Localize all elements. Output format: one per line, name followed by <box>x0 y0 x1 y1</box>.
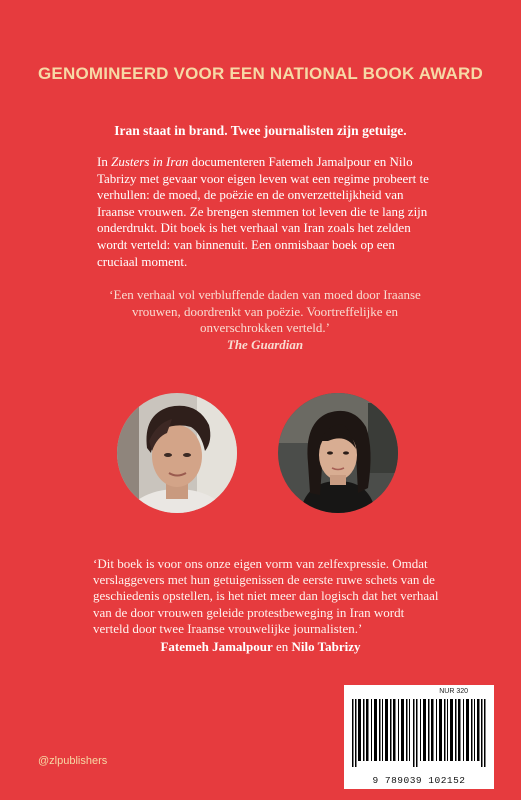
isbn-number: 9 789039 102152 <box>372 775 466 786</box>
author-name-2: Nilo Tabrizy <box>291 639 361 654</box>
isbn-barcode <box>344 685 494 789</box>
review-quote-text: ‘Een verhaal vol verbluffende daden van moed door Iraanse vrouwen, doordrenkt van poëzie. Voortreffelijke en onverschrokken verteld.’ <box>109 287 421 336</box>
nur-code: NUR 320 <box>439 688 468 695</box>
book-title: Zusters in Iran <box>111 154 189 169</box>
book-description <box>97 154 437 270</box>
barcode-bars <box>352 699 486 767</box>
award-headline: GENOMINEERD VOOR EEN NATIONAL BOOK AWARD <box>38 64 483 83</box>
description-prefix: In <box>97 154 112 169</box>
author-names <box>0 639 521 655</box>
review-quote-source: The Guardian <box>226 336 304 352</box>
author-name-1: Fatemeh Jamalpour <box>160 639 273 654</box>
publisher-handle: @zlpublishers <box>38 755 108 767</box>
author-photo-nilo <box>278 393 398 513</box>
tagline: Iran staat in brand. Twee journalisten zijn getuige. <box>114 123 407 138</box>
description-body: documenteren Fatemeh Jamalpour en Nilo Tabrizy met gevaar voor eigen leven wat een regime probeert te verhullen: de moed, de poëzie en de onverzettelijkheid van Iraanse vrouwen. Ze brengen stemmen tot leven die te lang zijn onderdrukt. Dit boek is het verhaal van Iran zoals het zelden wordt verteld: van binnenuit. Een onmisbaar boek op een cruciaal moment. <box>97 154 429 269</box>
author-photo-fatemeh <box>117 393 237 513</box>
review-quote <box>100 287 430 353</box>
author-connector: en <box>272 639 292 654</box>
authors-quote: ‘Dit boek is voor ons onze eigen vorm van zelfexpressie. Omdat verslaggevers met hun getuigenissen de eerste ruwe schets van de geschiedenis opstellen, is het niet meer dan logisch dat het verhaal van de door vrouwen geleide protestbeweging in Iran wordt verteld door twee Iraanse vrouwelijke journalisten.’ <box>93 556 439 636</box>
